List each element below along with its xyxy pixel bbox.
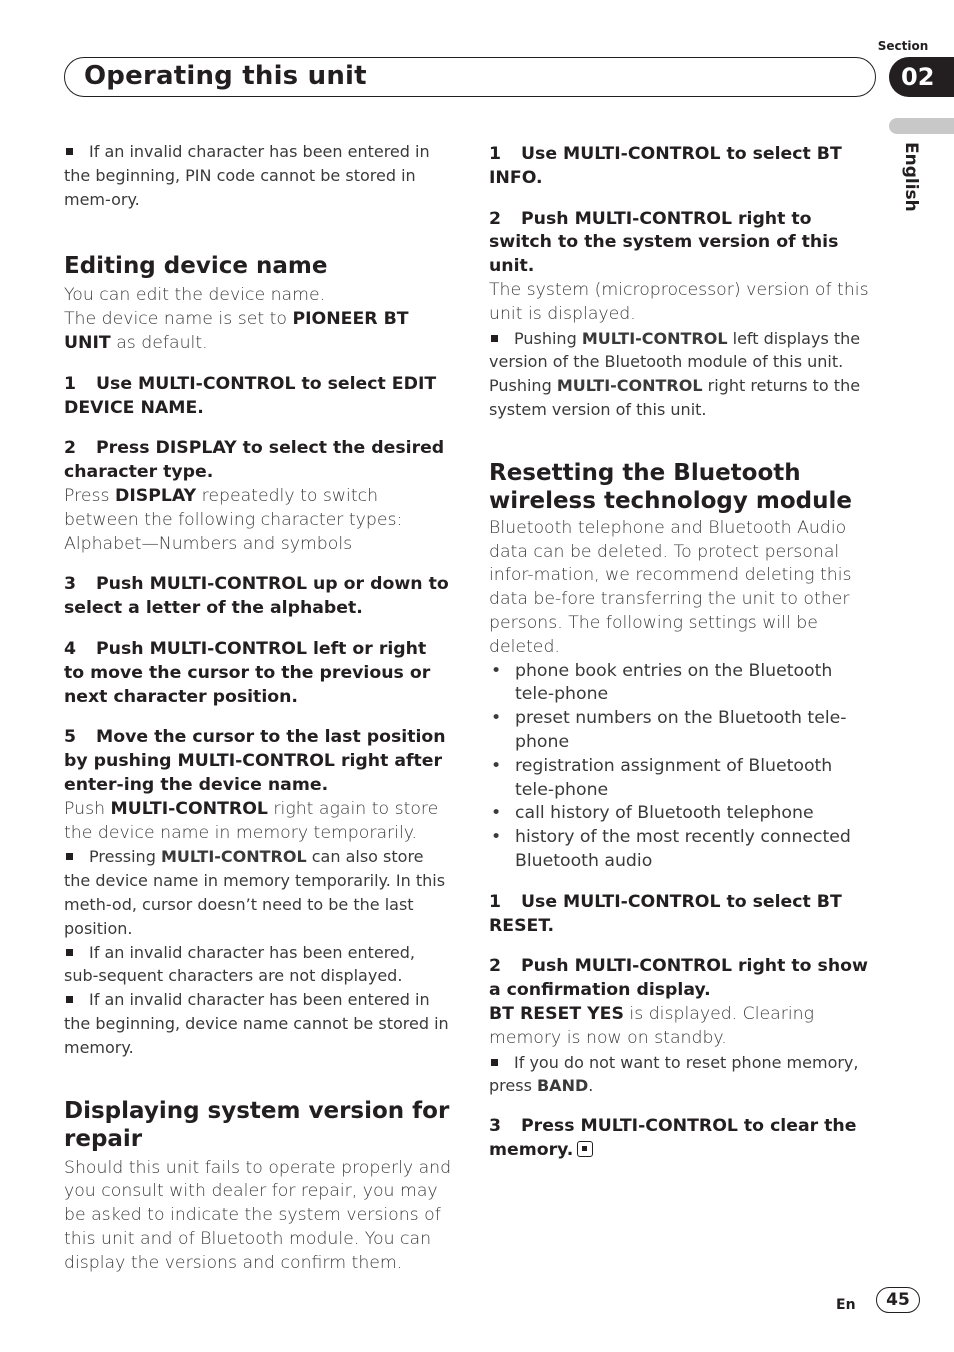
editing-step-5-body: Push MULTI-CONTROL right again to store the device name in memory temporarily. <box>64 798 439 843</box>
list-item: • history of the most recently connected Bluetooth audio <box>489 826 875 874</box>
list-item: • phone book entries on the Bluetooth tele-phone <box>489 660 875 708</box>
language-label <box>895 142 921 222</box>
displaying-heading: Displaying system version for repair <box>64 1097 450 1152</box>
language-tab <box>889 118 954 134</box>
note-square-icon <box>491 1059 498 1066</box>
page-number: 45 <box>876 1287 920 1313</box>
note-square-icon <box>66 996 73 1003</box>
section-badge: 02 <box>889 57 954 97</box>
editing-heading: Editing device name <box>64 253 328 280</box>
section-label: Section <box>877 39 929 53</box>
displaying-body: Should this unit fails to operate properly and you consult with dealer for repair, you may be asked to indicate the system versions of this unit and of Bluetooth module. You can display the versions and confirm them. <box>64 1157 452 1273</box>
language-text: English <box>901 142 921 212</box>
reset-step-2: 2 Push MULTI-CONTROL right to show a confirmation display. <box>489 956 868 1001</box>
version-step-1: 1 Use MULTI-CONTROL to select BT INFO. <box>489 144 842 188</box>
footer-lang: En <box>836 1297 856 1313</box>
left-column <box>64 140 452 1275</box>
editing-step-2-types: Alphabet—Numbers and symbols <box>64 533 353 554</box>
editing-step-3: 3 Push MULTI-CONTROL up or down to select a letter of the alphabet. <box>64 574 449 619</box>
version-step-2-body: The system (microprocessor) version of this unit is displayed. <box>489 279 869 324</box>
editing-step-4: 4 Push MULTI-CONTROL left or right to move the cursor to the previous or next character position. <box>64 638 431 707</box>
editing-intro-1: You can edit the device name. <box>64 285 326 306</box>
reset-step-3: 3 Press MULTI-CONTROL to clear the memory. <box>489 1116 857 1160</box>
version-note: Pushing MULTI-CONTROL left displays the version of the Bluetooth module of this unit. Pushing MULTI-CONTROL right returns to the system version of this unit. <box>489 328 861 419</box>
note-square-icon <box>66 148 73 155</box>
editing-intro-2: The device name is set to PIONEER BT UNIT as default. <box>64 309 409 353</box>
end-mark-icon <box>577 1141 593 1157</box>
editing-step-2-body: Press DISPLAY repeatedly to switch between the following character types: <box>64 485 403 530</box>
reset-note: If you do not want to reset phone memory, press BAND. <box>489 1052 859 1096</box>
editing-note-3: If an invalid character has been entered in the beginning, device name cannot be stored in memory. <box>64 990 449 1057</box>
note-square-icon <box>66 949 73 956</box>
list-item: • registration assignment of Bluetooth tele-phone <box>489 755 875 803</box>
reset-step-1: 1 Use MULTI-CONTROL to select BT RESET. <box>489 891 842 936</box>
right-column <box>489 140 875 1163</box>
editing-step-2: 2 Press DISPLAY to select the desired character type. <box>64 438 445 483</box>
editing-step-5: 5 Move the cursor to the last position by pushing MULTI-CONTROL right after enter-ing the device name. <box>64 727 446 795</box>
reset-step-2-body: BT RESET YES is displayed. Clearing memory is now on standby. <box>489 1003 814 1048</box>
note-square-icon <box>66 853 73 860</box>
editing-note-2: If an invalid character has been entered, sub-sequent characters are not displayed. <box>64 942 416 986</box>
version-step-2: 2 Push MULTI-CONTROL right to switch to the system version of this unit. <box>489 208 839 277</box>
resetting-list <box>489 660 875 874</box>
page-title: Operating this unit <box>84 61 367 91</box>
editing-note-1: Pressing MULTI-CONTROL can also store the device name in memory temporarily. In this meth-od, cursor doesn’t need to be the last position. <box>64 847 446 938</box>
editing-step-1: 1 Use MULTI-CONTROL to select EDIT DEVICE NAME. <box>64 373 437 418</box>
note-square-icon <box>491 335 498 342</box>
resetting-intro: Bluetooth telephone and Bluetooth Audio data can be deleted. To protect personal infor-mation, we recommend deleting this data be-fore transferring the unit to other persons. The following settings will be deleted. <box>489 517 852 657</box>
note-pin: If an invalid character has been entered in the beginning, PIN code cannot be stored in mem-ory. <box>64 142 430 209</box>
list-item: • preset numbers on the Bluetooth tele-phone <box>489 707 875 755</box>
resetting-heading: Resetting the Bluetooth wireless technology module <box>489 459 852 514</box>
list-item: • call history of Bluetooth telephone <box>489 802 875 826</box>
